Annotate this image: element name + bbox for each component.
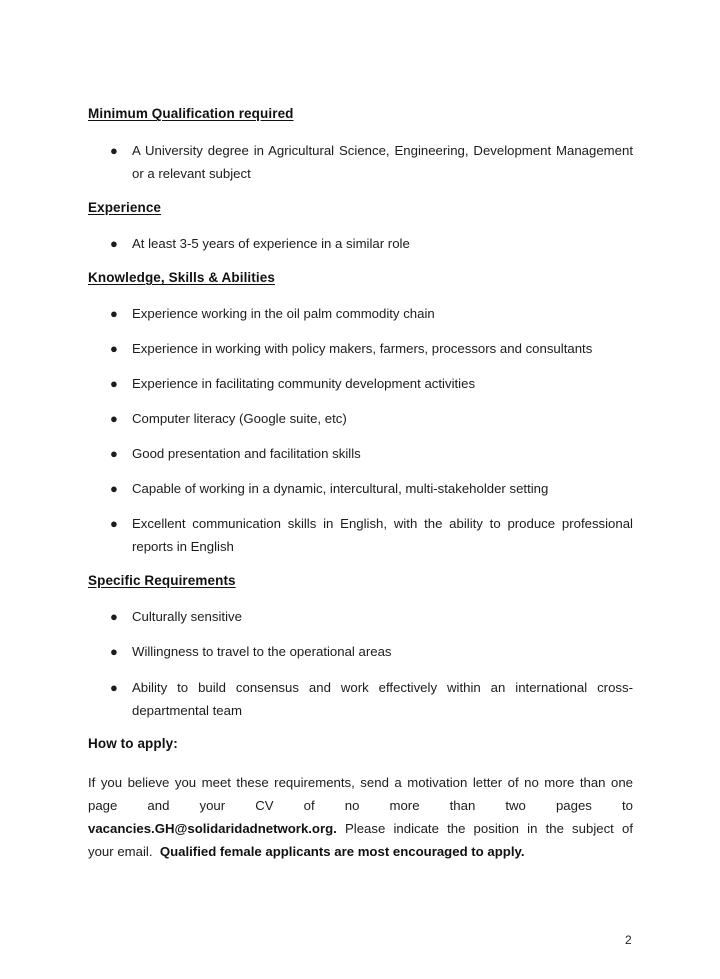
list-item: ● Experience in working with policy makers, farmers, processors and consultants bbox=[110, 337, 633, 360]
list-item: ● Willingness to travel to the operational areas bbox=[110, 640, 633, 663]
bullet-icon: ● bbox=[110, 516, 118, 531]
page-number: 2 bbox=[625, 933, 632, 947]
list-item: ● Ability to build consensus and work effectively within an international cross-departmental team bbox=[110, 676, 633, 722]
heading-how-to-apply: How to apply: bbox=[88, 736, 178, 751]
heading-knowledge-skills-abilities: Knowledge, Skills & Abilities bbox=[88, 270, 275, 285]
bullet-icon: ● bbox=[110, 680, 118, 695]
bullet-icon: ● bbox=[110, 411, 118, 426]
how-to-apply-paragraph: If you believe you meet these requirements, send a motivation letter of no more than one page and your CV of no more than two pages to vacancies.GH@solidaridadnetwork.org. Please indicate the position in the subject of your email. Qualified female applicants are most encouraged to apply. bbox=[88, 775, 633, 859]
closing-statement: Qualified female applicants are most encouraged to apply. bbox=[159, 844, 525, 859]
list-item: ● Excellent communication skills in English, with the ability to produce professional reports in English bbox=[110, 512, 633, 558]
bullet-icon: ● bbox=[110, 306, 118, 321]
bullet-icon: ● bbox=[110, 644, 118, 659]
bullet-icon: ● bbox=[110, 143, 118, 158]
list-item: ● Experience in facilitating community development activities bbox=[110, 372, 633, 395]
bullet-icon: ● bbox=[110, 481, 118, 496]
list-item: ● Computer literacy (Google suite, etc) bbox=[110, 407, 633, 430]
list-item: ● Good presentation and facilitation skills bbox=[110, 442, 633, 465]
bullet-icon: ● bbox=[110, 609, 118, 624]
list-item: ● At least 3-5 years of experience in a similar role bbox=[110, 232, 633, 255]
heading-specific-requirements: Specific Requirements bbox=[88, 573, 236, 588]
bullet-icon: ● bbox=[110, 446, 118, 461]
bullet-icon: ● bbox=[110, 376, 118, 391]
list-item: ● A University degree in Agricultural Science, Engineering, Development Management or a relevant subject bbox=[110, 139, 633, 185]
heading-experience: Experience bbox=[88, 200, 162, 215]
bullet-icon: ● bbox=[110, 236, 118, 251]
list-item: ● Experience working in the oil palm commodity chain bbox=[110, 302, 633, 325]
email-link[interactable]: vacancies.GH@solidaridadnetwork.org. bbox=[88, 821, 337, 836]
bullet-icon: ● bbox=[110, 341, 118, 356]
list-item: ● Culturally sensitive bbox=[110, 605, 633, 628]
list-item: ● Capable of working in a dynamic, intercultural, multi-stakeholder setting bbox=[110, 477, 633, 500]
heading-minimum-qualification: Minimum Qualification required bbox=[88, 106, 294, 121]
